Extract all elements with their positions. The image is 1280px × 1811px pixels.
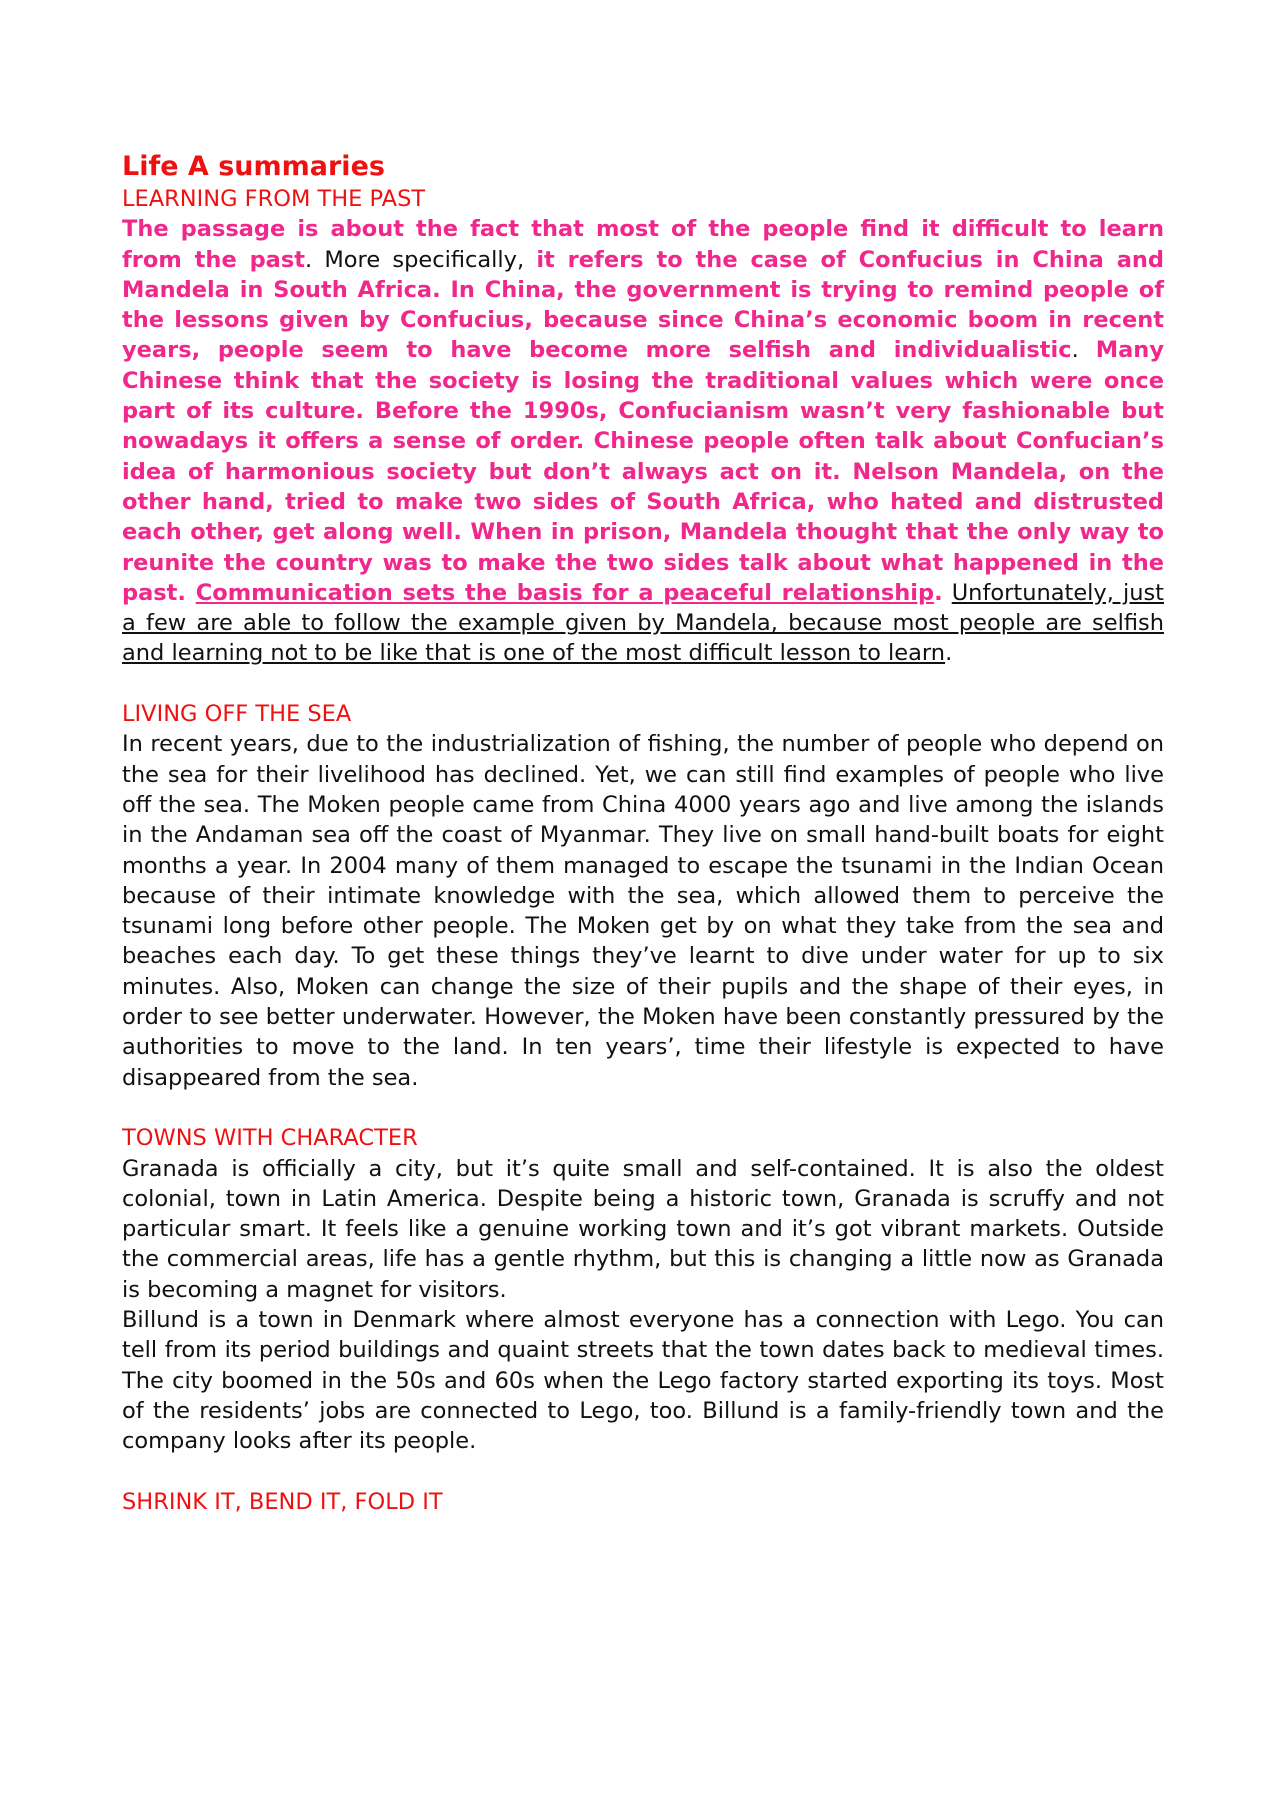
plain-text: . xyxy=(945,640,953,667)
paragraph-spacer xyxy=(122,1456,1164,1486)
underlined-text: Unfortunately, just a few are able to follow the example given by Mandela, because most people are selfish and learning not to be like that is one of the most difficult lesson to learn xyxy=(122,579,1164,667)
paragraph-spacer xyxy=(122,669,1164,699)
paragraph-spacer xyxy=(122,1093,1164,1123)
section-paragraph-billund: Billund is a town in Denmark where almost everyone has a connection with Lego. You can tell from its period buildings and quaint streets that the town dates back to medieval times. The city boomed in the 50s and 60s when the Lego factory started exporting its toys. Most of the residents’ jobs are connected to Lego, too. Billund is a family-friendly town and the company looks after its people. xyxy=(122,1306,1164,1455)
document-page xyxy=(122,150,1164,1517)
plain-text xyxy=(943,580,952,606)
section-heading-learning-from-the-past: LEARNING FROM THE PAST xyxy=(122,186,426,212)
section-paragraph-learning-from-the-past xyxy=(122,214,1164,668)
highlighted-text: Many Chinese think that the society is losing the traditional values which were once part of its culture. Before the 1990s, Confucianism wasn’t very fashionable but nowadays it offers a sense of order. Chinese people often talk about Confucian’s idea of harmonious society but don’t always act on it. Nelson Mandela, on the other hand, tried to make two sides of South Africa, who hated and distrusted each other, get along well. When in prison, Mandela thought that the only way to reunite the country was to make the two sides talk about what happened in the past. xyxy=(122,337,1164,606)
highlighted-text: The passage is about the fact that most of the people find it difficult to learn from the past xyxy=(122,216,1164,273)
highlighted-text: it refers to the case of Confucius in China and Mandela in South Africa. In China, the government is trying to remind people of the lessons given by Confucius, because since China’s economic boom in recent years, people seem to have become more selfish and individualistic xyxy=(122,246,1165,364)
section-paragraph-granada: Granada is officially a city, but it’s quite small and self-contained. It is also the oldest colonial, town in Latin America. Despite being a historic town, Granada is scruffy and not particular smart. It feels like a genuine working town and it’s got vibrant markets. Outside the commercial areas, life has a gentle rhythm, but this is changing a little now as Granada is becoming a magnet for visitors. xyxy=(122,1155,1164,1303)
section-heading-living-off-the-sea: LIVING OFF THE SEA xyxy=(122,701,352,728)
section-heading-shrink-it-bend-it-fold-it: SHRINK IT, BEND IT, FOLD IT xyxy=(122,1488,443,1515)
section-paragraph-living-off-the-sea: In recent years, due to the industrialization of fishing, the number of people who depend on the sea for their livelihood has declined. Yet, we can still find examples of people who live off the sea. The Moken people came from China 4000 years ago and live among the islands in the Andaman sea off the coast of Myanmar. They live on small hand-built boats for eight months a year. In 2004 many of them managed to escape the tsunami in the Indian Ocean because of their intimate knowledge with the sea, which allowed them to perceive the tsunami long before other people. The Moken get by on what they take from the sea and beaches each day. To get these things they’ve learnt to dive under water for up to six minutes. Also, Moken can change the size of their pupils and the shape of their eyes, in order to see better underwater. However, the Moken have been constantly pressured by the authorities to move to the land. In ten years’, time their lifestyle is expected to have disappeared from the sea. xyxy=(122,731,1164,1091)
document-title: Life A summaries xyxy=(122,151,385,182)
section-heading-towns-with-character: TOWNS WITH CHARACTER xyxy=(122,1125,418,1152)
plain-text: . More specifically, xyxy=(305,246,537,273)
highlighted-text: . xyxy=(934,579,943,606)
highlighted-underlined-text: Communication sets the basis for a peaceful relationship xyxy=(195,579,935,606)
plain-text: . xyxy=(1071,337,1096,364)
